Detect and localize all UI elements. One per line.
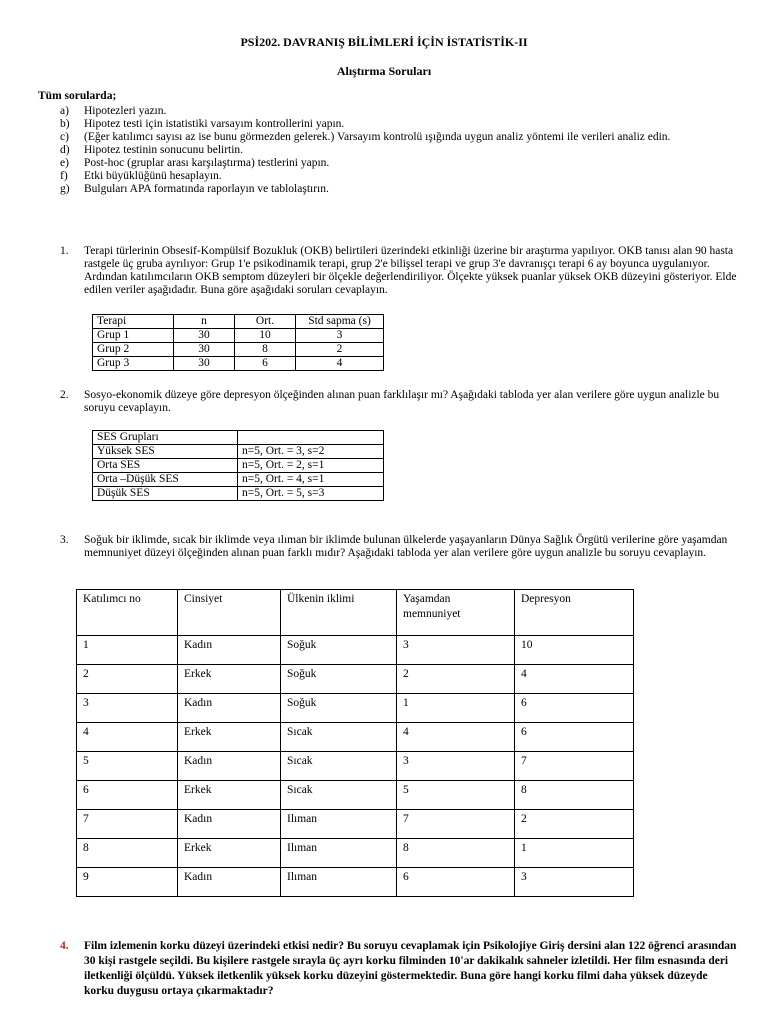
- table-cell: 8: [515, 781, 634, 810]
- instructions-heading: Tüm sorularda;: [38, 90, 117, 102]
- instruction-item: [60, 131, 740, 144]
- instruction-text: Hipotez testinin sonucunu belirtin.: [84, 144, 244, 156]
- table-cell: 2: [397, 665, 515, 694]
- table-cell: 30: [174, 329, 235, 343]
- table-row: [77, 781, 634, 810]
- question-3: [60, 534, 740, 560]
- question-text: Terapi türlerinin Obsesif-Kompülsif Bozukluk (OKB) belirtileri üzerindeki etkinliği üzerine bir araştırma yapılıyor. OKB tanısı alan 90 hasta rastgele üç gruba ayrılıyor: Grup 1'e psikodinamik terapi, grup 2'e bilişsel terapi ve grup 3'e davranışçı terapi 6 ay boyunca uygulanıyor. Ardından katılımcıların OKB semptom düzeyleri bir ölçekle değerlendiriliyor. Ölçekte yüksek puanlar yüksek OKB düzeyini gösteriyor. Elde edilen veriler aşağıdadır. Buna göre aşağıdaki soruları cevaplayın.: [84, 245, 737, 296]
- table-row: [93, 445, 384, 459]
- table-cell: Sıcak: [281, 752, 397, 781]
- table-cell: 6: [77, 781, 178, 810]
- table-cell: 3: [397, 752, 515, 781]
- table-cell: 7: [77, 810, 178, 839]
- question-number: 1.: [60, 245, 69, 257]
- table-header-cell: Std sapma (s): [296, 315, 384, 329]
- question-number: 4.: [60, 940, 69, 952]
- table-cell: Erkek: [178, 781, 281, 810]
- table-row: [77, 665, 634, 694]
- table-cell: Kadın: [178, 636, 281, 665]
- table-cell: Soğuk: [281, 665, 397, 694]
- table-row: [77, 694, 634, 723]
- table-cell: Grup 3: [93, 357, 174, 371]
- table-row: [93, 357, 384, 371]
- table-cell: 6: [235, 357, 296, 371]
- question-1: [60, 245, 740, 297]
- instruction-text: Hipotez testi için istatistiki varsayım kontrollerini yapın.: [84, 118, 345, 130]
- table-header-cell: Katılımcı no: [77, 590, 178, 636]
- table-cell: Kadın: [178, 694, 281, 723]
- table-cell: 2: [77, 665, 178, 694]
- instruction-label: b): [60, 118, 70, 130]
- table-header-cell: Depresyon: [515, 590, 634, 636]
- table-cell: 4: [515, 665, 634, 694]
- table-cell: n=5, Ort. = 5, s=3: [238, 487, 384, 501]
- table-cell: 4: [77, 723, 178, 752]
- question-number: 3.: [60, 534, 69, 546]
- table-cell: 10: [235, 329, 296, 343]
- instruction-text: Post-hoc (gruplar arası karşılaştırma) testlerini yapın.: [84, 157, 330, 169]
- table-cell: Erkek: [178, 723, 281, 752]
- table-cell: 8: [77, 839, 178, 868]
- table-cell: Grup 2: [93, 343, 174, 357]
- participant-table: [76, 589, 634, 897]
- table-header-cell: Ort.: [235, 315, 296, 329]
- question-text: Film izlemenin korku düzeyi üzerindeki etkisi nedir? Bu soruyu cevaplamak için Psikolojiye Giriş dersini alan 122 öğrenci arasından 30 kişi rastgele seçildi. Bu kişilere rastgele sırayla üç ayrı korku filminden 10'ar dakikalık sahneler izletildi. Her film esnasında deri iletkenliği ölçüldü. Yüksek iletkenlik yüksek korku düzeyini göstermektedir. Buna göre hangi korku filmi daha yüksek düzeyde korku duygusu ortaya çıkarmaktadır?: [84, 940, 737, 997]
- question-text: Sosyo-ekonomik düzeye göre depresyon ölçeğinden alınan puan farklılaşır mı? Aşağıdaki tabloda yer alan verilere göre uygun analizle bu soruyu cevaplayın.: [84, 389, 720, 414]
- instructions-list: [60, 105, 740, 196]
- table-header-cell: Terapi: [93, 315, 174, 329]
- table-cell: 30: [174, 343, 235, 357]
- table-cell: Ilıman: [281, 868, 397, 897]
- table-cell: 4: [397, 723, 515, 752]
- table-cell: 2: [515, 810, 634, 839]
- table-row: [77, 752, 634, 781]
- table-cell: Ilıman: [281, 810, 397, 839]
- table-cell: 3: [77, 694, 178, 723]
- question-2: [60, 389, 740, 415]
- table-row: [77, 839, 634, 868]
- table-cell: 6: [515, 694, 634, 723]
- table-row: [93, 343, 384, 357]
- table-cell: Yüksek SES: [93, 445, 238, 459]
- table-row: [77, 810, 634, 839]
- instruction-label: g): [60, 183, 70, 195]
- table-cell: Orta –Düşük SES: [93, 473, 238, 487]
- table-cell: 8: [235, 343, 296, 357]
- table-cell: 9: [77, 868, 178, 897]
- table-cell: Kadın: [178, 868, 281, 897]
- page-title: PSİ202. DAVRANIŞ BİLİMLERİ İÇİN İSTATİSTİK-II: [240, 35, 528, 49]
- instruction-label: a): [60, 105, 69, 117]
- table-cell: Kadın: [178, 752, 281, 781]
- table-cell: Ilıman: [281, 839, 397, 868]
- table-cell: n=5, Ort. = 4, s=1: [238, 473, 384, 487]
- instruction-label: e): [60, 157, 69, 169]
- instruction-item: [60, 105, 740, 118]
- table-cell: 1: [77, 636, 178, 665]
- table-cell: 2: [296, 343, 384, 357]
- table-cell: 3: [515, 868, 634, 897]
- question-number: 2.: [60, 389, 69, 401]
- table-header-cell: Yaşamdan memnuniyet: [397, 590, 515, 636]
- therapy-table: [92, 314, 384, 371]
- table-cell: 1: [397, 694, 515, 723]
- instruction-item: [60, 144, 740, 157]
- instruction-label: c): [60, 131, 69, 143]
- table-cell: 7: [515, 752, 634, 781]
- table-cell: 6: [515, 723, 634, 752]
- table-cell: 3: [296, 329, 384, 343]
- table-cell: Grup 1: [93, 329, 174, 343]
- table-cell: 6: [397, 868, 515, 897]
- table-cell: n=5, Ort. = 2, s=1: [238, 459, 384, 473]
- instruction-label: d): [60, 144, 70, 156]
- table-cell: 5: [77, 752, 178, 781]
- question-4: [60, 939, 740, 999]
- table-cell: 4: [296, 357, 384, 371]
- table-cell: 7: [397, 810, 515, 839]
- instruction-label: f): [60, 170, 68, 182]
- table-cell: Sıcak: [281, 723, 397, 752]
- table-cell: Soğuk: [281, 694, 397, 723]
- table-header-cell: n: [174, 315, 235, 329]
- instruction-text: Etki büyüklüğünü hesaplayın.: [84, 170, 222, 182]
- table-cell: Orta SES: [93, 459, 238, 473]
- instruction-text: Bulguları APA formatında raporlayın ve tablolaştırın.: [84, 183, 329, 195]
- table-row: [77, 636, 634, 665]
- ses-table: [92, 430, 384, 501]
- table-header-row: [93, 315, 384, 329]
- table-cell: Erkek: [178, 839, 281, 868]
- table-row: [93, 459, 384, 473]
- instruction-item: [60, 157, 740, 170]
- table-header-cell: Ülkenin iklimi: [281, 590, 397, 636]
- table-header-row: [93, 431, 384, 445]
- table-cell: Sıcak: [281, 781, 397, 810]
- table-cell: Düşük SES: [93, 487, 238, 501]
- table-cell: 5: [397, 781, 515, 810]
- table-header-cell: [238, 431, 384, 445]
- table-row: [93, 487, 384, 501]
- table-cell: 10: [515, 636, 634, 665]
- table-row: [77, 868, 634, 897]
- table-cell: Erkek: [178, 665, 281, 694]
- table-cell: Kadın: [178, 810, 281, 839]
- page-subtitle: Alıştırma Soruları: [336, 64, 432, 78]
- table-cell: n=5, Ort. = 3, s=2: [238, 445, 384, 459]
- instruction-item: [60, 183, 740, 196]
- instruction-text: Hipotezleri yazın.: [84, 105, 167, 117]
- table-header-cell: Cinsiyet: [178, 590, 281, 636]
- table-header-row: [77, 590, 634, 636]
- table-header-cell: SES Grupları: [93, 431, 238, 445]
- table-cell: 8: [397, 839, 515, 868]
- table-row: [93, 473, 384, 487]
- table-cell: Soğuk: [281, 636, 397, 665]
- table-row: [93, 329, 384, 343]
- question-text: Soğuk bir iklimde, sıcak bir iklimde veya ılıman bir iklimde bulunan ülkelerde yaşayanların Dünya Sağlık Örgütü verilerine göre yaşamdan memnuniyet düzeyi ölçeğinden alınan puan farklı mıdır? Aşağıdaki tabloda yer alan verilere göre uygun analizle bu soruyu cevaplayın.: [84, 534, 728, 559]
- table-row: [77, 723, 634, 752]
- instruction-item: [60, 118, 740, 131]
- table-cell: 1: [515, 839, 634, 868]
- table-cell: 30: [174, 357, 235, 371]
- instruction-text: (Eğer katılımcı sayısı az ise bunu görmezden gelerek.) Varsayım kontrolü ışığında uygun analiz yöntemi ile verileri analiz edin.: [84, 131, 671, 143]
- table-cell: 3: [397, 636, 515, 665]
- instruction-item: [60, 170, 740, 183]
